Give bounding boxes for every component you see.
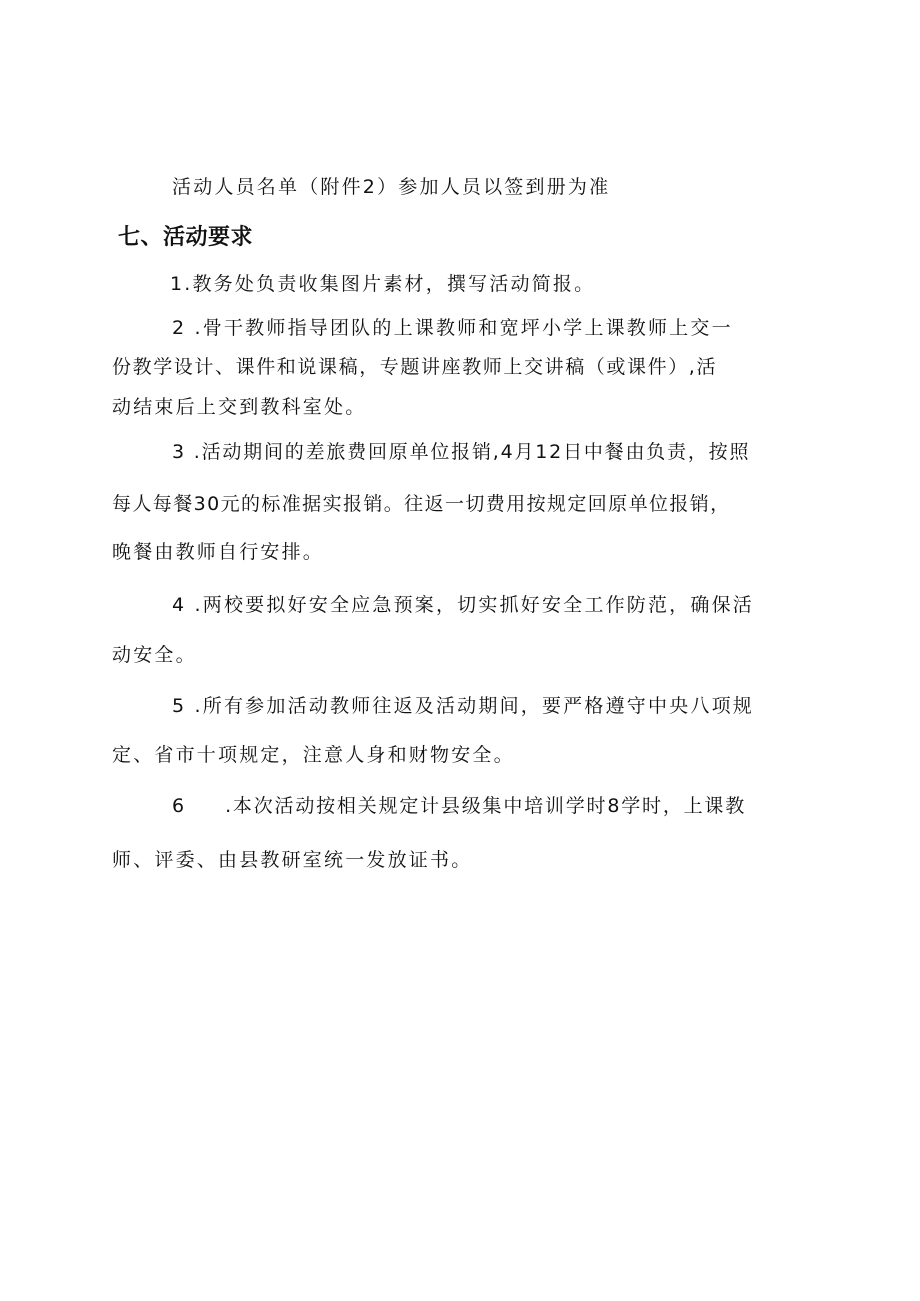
requirement-4-line-1: 4 .两校要拟好安全应急预案，切实抓好安全工作防范，确保活	[172, 594, 754, 616]
attendee-note: 活动人员名单（附件2）参加人员以签到册为准	[172, 176, 611, 198]
requirement-1-line-1: 1.教务处负责收集图片素材，撰写活动简报。	[170, 273, 596, 295]
requirement-2-line-2: 份教学设计、课件和说课稿，专题讲座教师上交讲稿（或课件）,活	[112, 356, 718, 378]
requirement-2-line-3: 动结束后上交到教科室处。	[112, 396, 367, 418]
requirement-6-line-2: 师、评委、由县教研室统一发放证书。	[112, 849, 473, 871]
section-heading: 七、活动要求	[118, 225, 254, 250]
requirement-3-line-1: 3 .活动期间的差旅费回原单位报销,4月12日中餐由负责，按照	[172, 441, 751, 463]
requirement-5-line-2: 定、省市十项规定，注意人身和财物安全。	[112, 744, 515, 766]
requirement-5-line-1: 5 .所有参加活动教师往返及活动期间，要严格遵守中央八项规	[172, 695, 754, 717]
requirement-3-line-3: 晚餐由教师自行安排。	[112, 541, 325, 563]
requirement-6-line-1: 6 .本次活动按相关规定计县级集中培训学时8学时，上课教	[172, 795, 747, 817]
requirement-2-line-1: 2 .骨干教师指导团队的上课教师和宽坪小学上课教师上交一	[172, 317, 733, 339]
requirement-4-line-2: 动安全。	[112, 644, 197, 666]
requirement-3-line-2: 每人每餐30元的标准据实报销。往返一切费用按规定回原单位报销，	[112, 493, 731, 515]
